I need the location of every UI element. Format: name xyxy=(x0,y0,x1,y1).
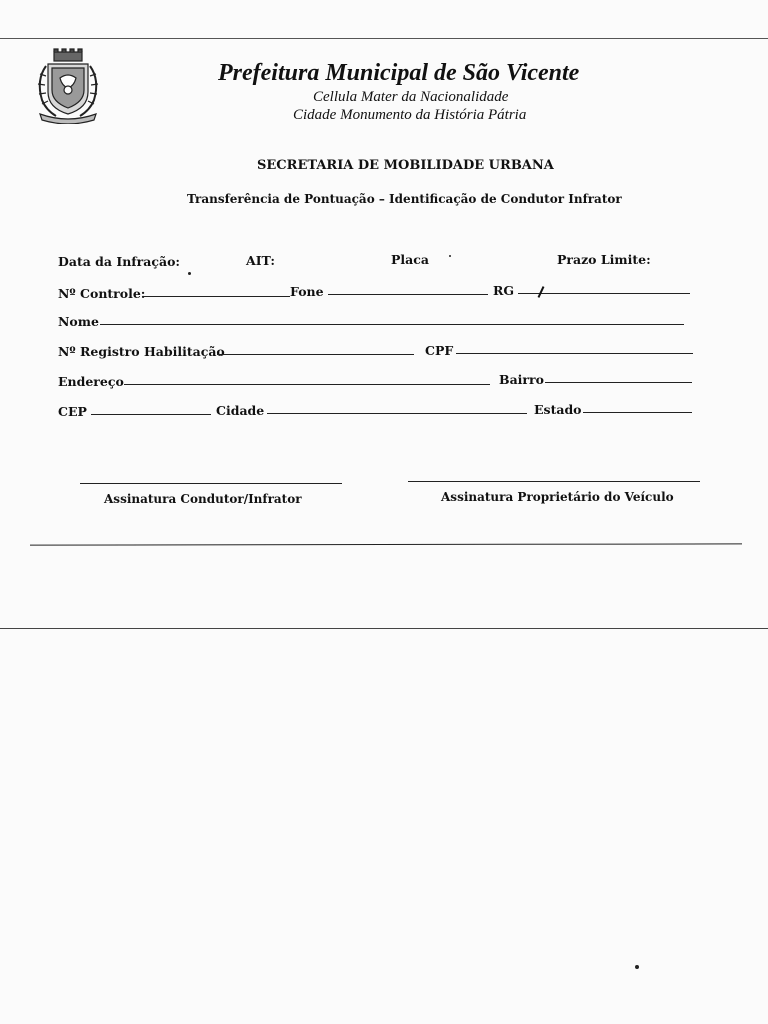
cpf-field[interactable] xyxy=(456,353,693,354)
label-fone: Fone xyxy=(290,284,324,299)
form-divider-line xyxy=(30,543,742,545)
estado-field[interactable] xyxy=(583,412,692,413)
cidade-field[interactable] xyxy=(267,413,527,414)
label-rg: RG xyxy=(493,283,515,298)
label-nome: Nome xyxy=(58,314,99,329)
signature-label-condutor: Assinatura Condutor/Infrator xyxy=(104,492,302,506)
motto-line-2: Cidade Monumento da História Pátria xyxy=(293,107,527,123)
speck xyxy=(449,255,451,257)
label-placa: Placa xyxy=(391,252,429,267)
rg-field[interactable] xyxy=(518,293,690,294)
label-registro-habilitacao: Nº Registro Habilitação xyxy=(58,344,225,359)
label-bairro: Bairro xyxy=(499,372,544,387)
label-prazo-limite: Prazo Limite: xyxy=(557,252,651,267)
label-ait: AIT: xyxy=(246,253,276,268)
label-endereco: Endereço xyxy=(58,374,124,389)
label-cep: CEP xyxy=(58,404,87,419)
label-estado: Estado xyxy=(534,402,582,417)
department-heading: SECRETARIA DE MOBILIDADE URBANA xyxy=(257,158,554,173)
top-border-line xyxy=(0,38,768,39)
endereco-field[interactable] xyxy=(124,384,490,385)
signature-line-condutor[interactable] xyxy=(80,483,342,484)
coat-of-arms-icon xyxy=(32,48,104,124)
page-cut-line xyxy=(0,628,768,629)
motto-line-1: Cellula Mater da Nacionalidade xyxy=(313,89,509,105)
label-data-infracao: Data da Infração: xyxy=(58,254,181,269)
speck xyxy=(635,965,639,969)
label-controle: Nº Controle: xyxy=(58,286,146,301)
nome-field[interactable] xyxy=(100,324,684,325)
page-title: Prefeitura Municipal de São Vicente xyxy=(218,60,580,86)
cep-field[interactable] xyxy=(91,414,211,415)
label-cidade: Cidade xyxy=(216,403,265,418)
controle-field[interactable] xyxy=(144,296,290,297)
form-title: Transferência de Pontuação – Identificação de Condutor Infrator xyxy=(187,192,622,206)
pen-mark xyxy=(538,286,545,298)
speck xyxy=(188,272,191,275)
bairro-field[interactable] xyxy=(545,382,692,383)
registro-habilitacao-field[interactable] xyxy=(217,354,414,355)
fone-field[interactable] xyxy=(328,294,488,295)
label-cpf: CPF xyxy=(425,343,454,358)
signature-line-proprietario[interactable] xyxy=(408,481,700,482)
signature-label-proprietario: Assinatura Proprietário do Veículo xyxy=(441,490,674,504)
